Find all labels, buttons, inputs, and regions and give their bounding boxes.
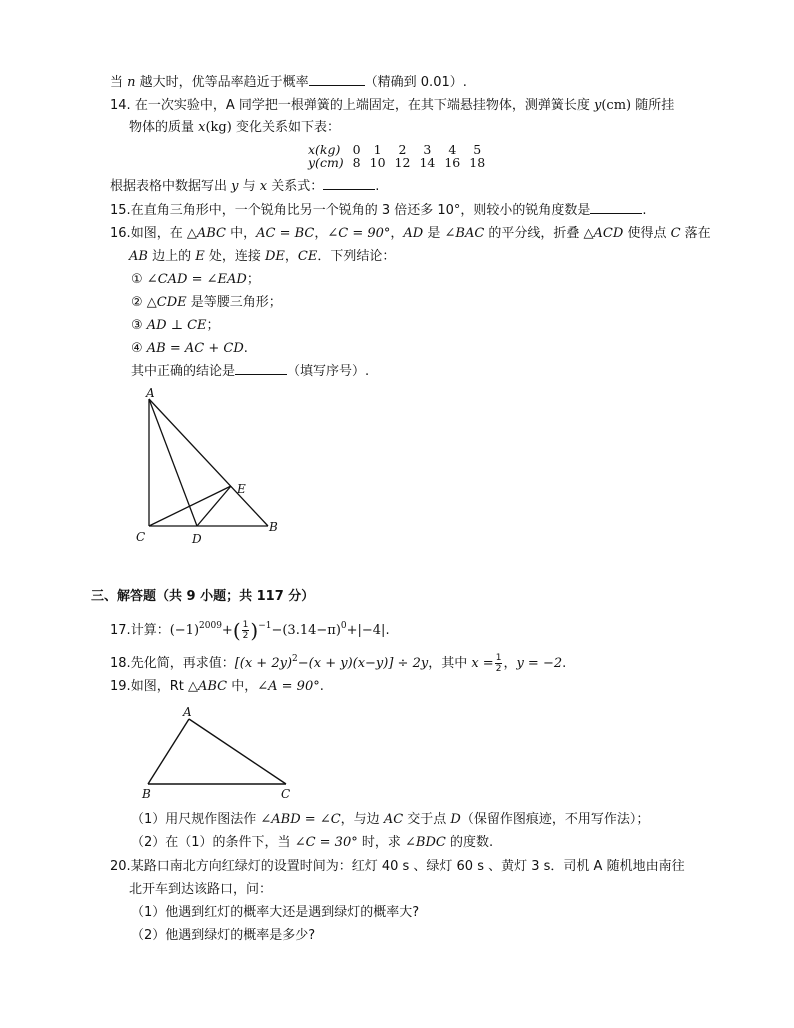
q15: 15.在直角三角形中，一个锐角比另一个锐角的 3 倍还多 10°，则较小的锐角度数是 . <box>110 203 647 218</box>
answer-blank <box>590 201 642 214</box>
answer-blank <box>309 73 365 86</box>
q19-part1: （1）用尺规作图法作 ∠ABD = ∠C，与边 AC 交于点 D（保留作图痕迹，不用写作法）； <box>131 812 650 827</box>
q16-line2: AB 边上的 E 处，连接 DE，CE．下列结论： <box>129 249 396 264</box>
segment-ab <box>148 719 189 784</box>
segment-de <box>197 486 231 526</box>
label-d: D <box>192 532 202 546</box>
q16-conclusion-4: ④ AB = AC + CD. <box>131 341 248 356</box>
label-c: C <box>281 787 291 801</box>
segment-ab <box>149 399 268 526</box>
q16-line1: 16.如图，在 △ABC 中，AC = BC，∠C = 90°，AD 是 ∠BAC 的平分线，折叠 △ACD 使得点 C 落在 <box>110 226 711 241</box>
answer-blank <box>323 177 375 190</box>
label-c: C <box>136 530 146 544</box>
q20-line2: 北开车到达该路口，问： <box>129 882 273 897</box>
label-a: A <box>183 705 192 719</box>
label-b: B <box>142 787 151 801</box>
table-row-y: y(cm) 8 10 12 14 16 18 <box>308 155 486 170</box>
q19: 19.如图，Rt △ABC 中，∠A = 90°. <box>110 679 324 694</box>
segment-ce <box>149 486 231 526</box>
q14-ask: 根据表格中数据写出 y 与 x 关系式： . <box>110 179 380 194</box>
q18: 18.先化简，再求值：$[(x + 2y)^2-(x + y)(x-y)] \div 2y$，其中 x = $\frac{1}{2}$ ，y = −2. <box>110 653 567 674</box>
q20-part1: （1）他遇到红灯的概率大还是遇到绿灯的概率大? <box>131 905 420 920</box>
label-b: B <box>269 520 278 534</box>
q20-part2: （2）他遇到绿灯的概率是多少? <box>131 928 316 943</box>
q13-tail: 当 n 越大时，优等品率趋近于概率 （精确到 0.01）. <box>110 75 467 90</box>
segment-ac <box>189 719 286 784</box>
table-row-x: x(kg) 0 1 2 3 4 5 <box>308 142 482 157</box>
section-title: 三、解答题（共 9 小题；共 117 分） <box>91 589 315 604</box>
q14-line1: 14. 在一次实验中，A 同学把一根弹簧的上端固定，在其下端悬挂物体，测弹簧长度 y(cm) 随所挂 <box>110 98 675 113</box>
q16-conclusion-1: ① ∠CAD = ∠EAD； <box>131 272 260 287</box>
label-e: E <box>237 482 246 496</box>
q16-ask: 其中正确的结论是 （填写序号）. <box>131 364 370 379</box>
segment-ad <box>149 399 197 526</box>
q20-line1: 20.某路口南北方向红绿灯的设置时间为：红灯 40 s 、绿灯 60 s 、黄灯 3 s．司机 A 随机地由南往 <box>110 859 685 874</box>
answer-blank <box>235 362 287 375</box>
q17: 17.计算：$(-1)^{2009}+$( $\frac{1}{2}$ )$^{-1}-(3.14-\pi)^0+|-4|$. <box>110 618 390 643</box>
q16-triangle-figure <box>128 382 288 548</box>
q14-data-table <box>308 143 485 169</box>
label-a: A <box>146 386 155 400</box>
q19-part2: （2）在（1）的条件下，当 ∠C = 30° 时，求 ∠BDC 的度数. <box>131 835 494 850</box>
q16-conclusion-3: ③ AD ⊥ CE； <box>131 318 220 333</box>
q14-line2: 物体的质量 x(kg) 变化关系如下表： <box>129 120 340 135</box>
q16-conclusion-2: ② △CDE 是等腰三角形； <box>131 295 282 310</box>
q19-triangle-figure <box>136 702 300 802</box>
